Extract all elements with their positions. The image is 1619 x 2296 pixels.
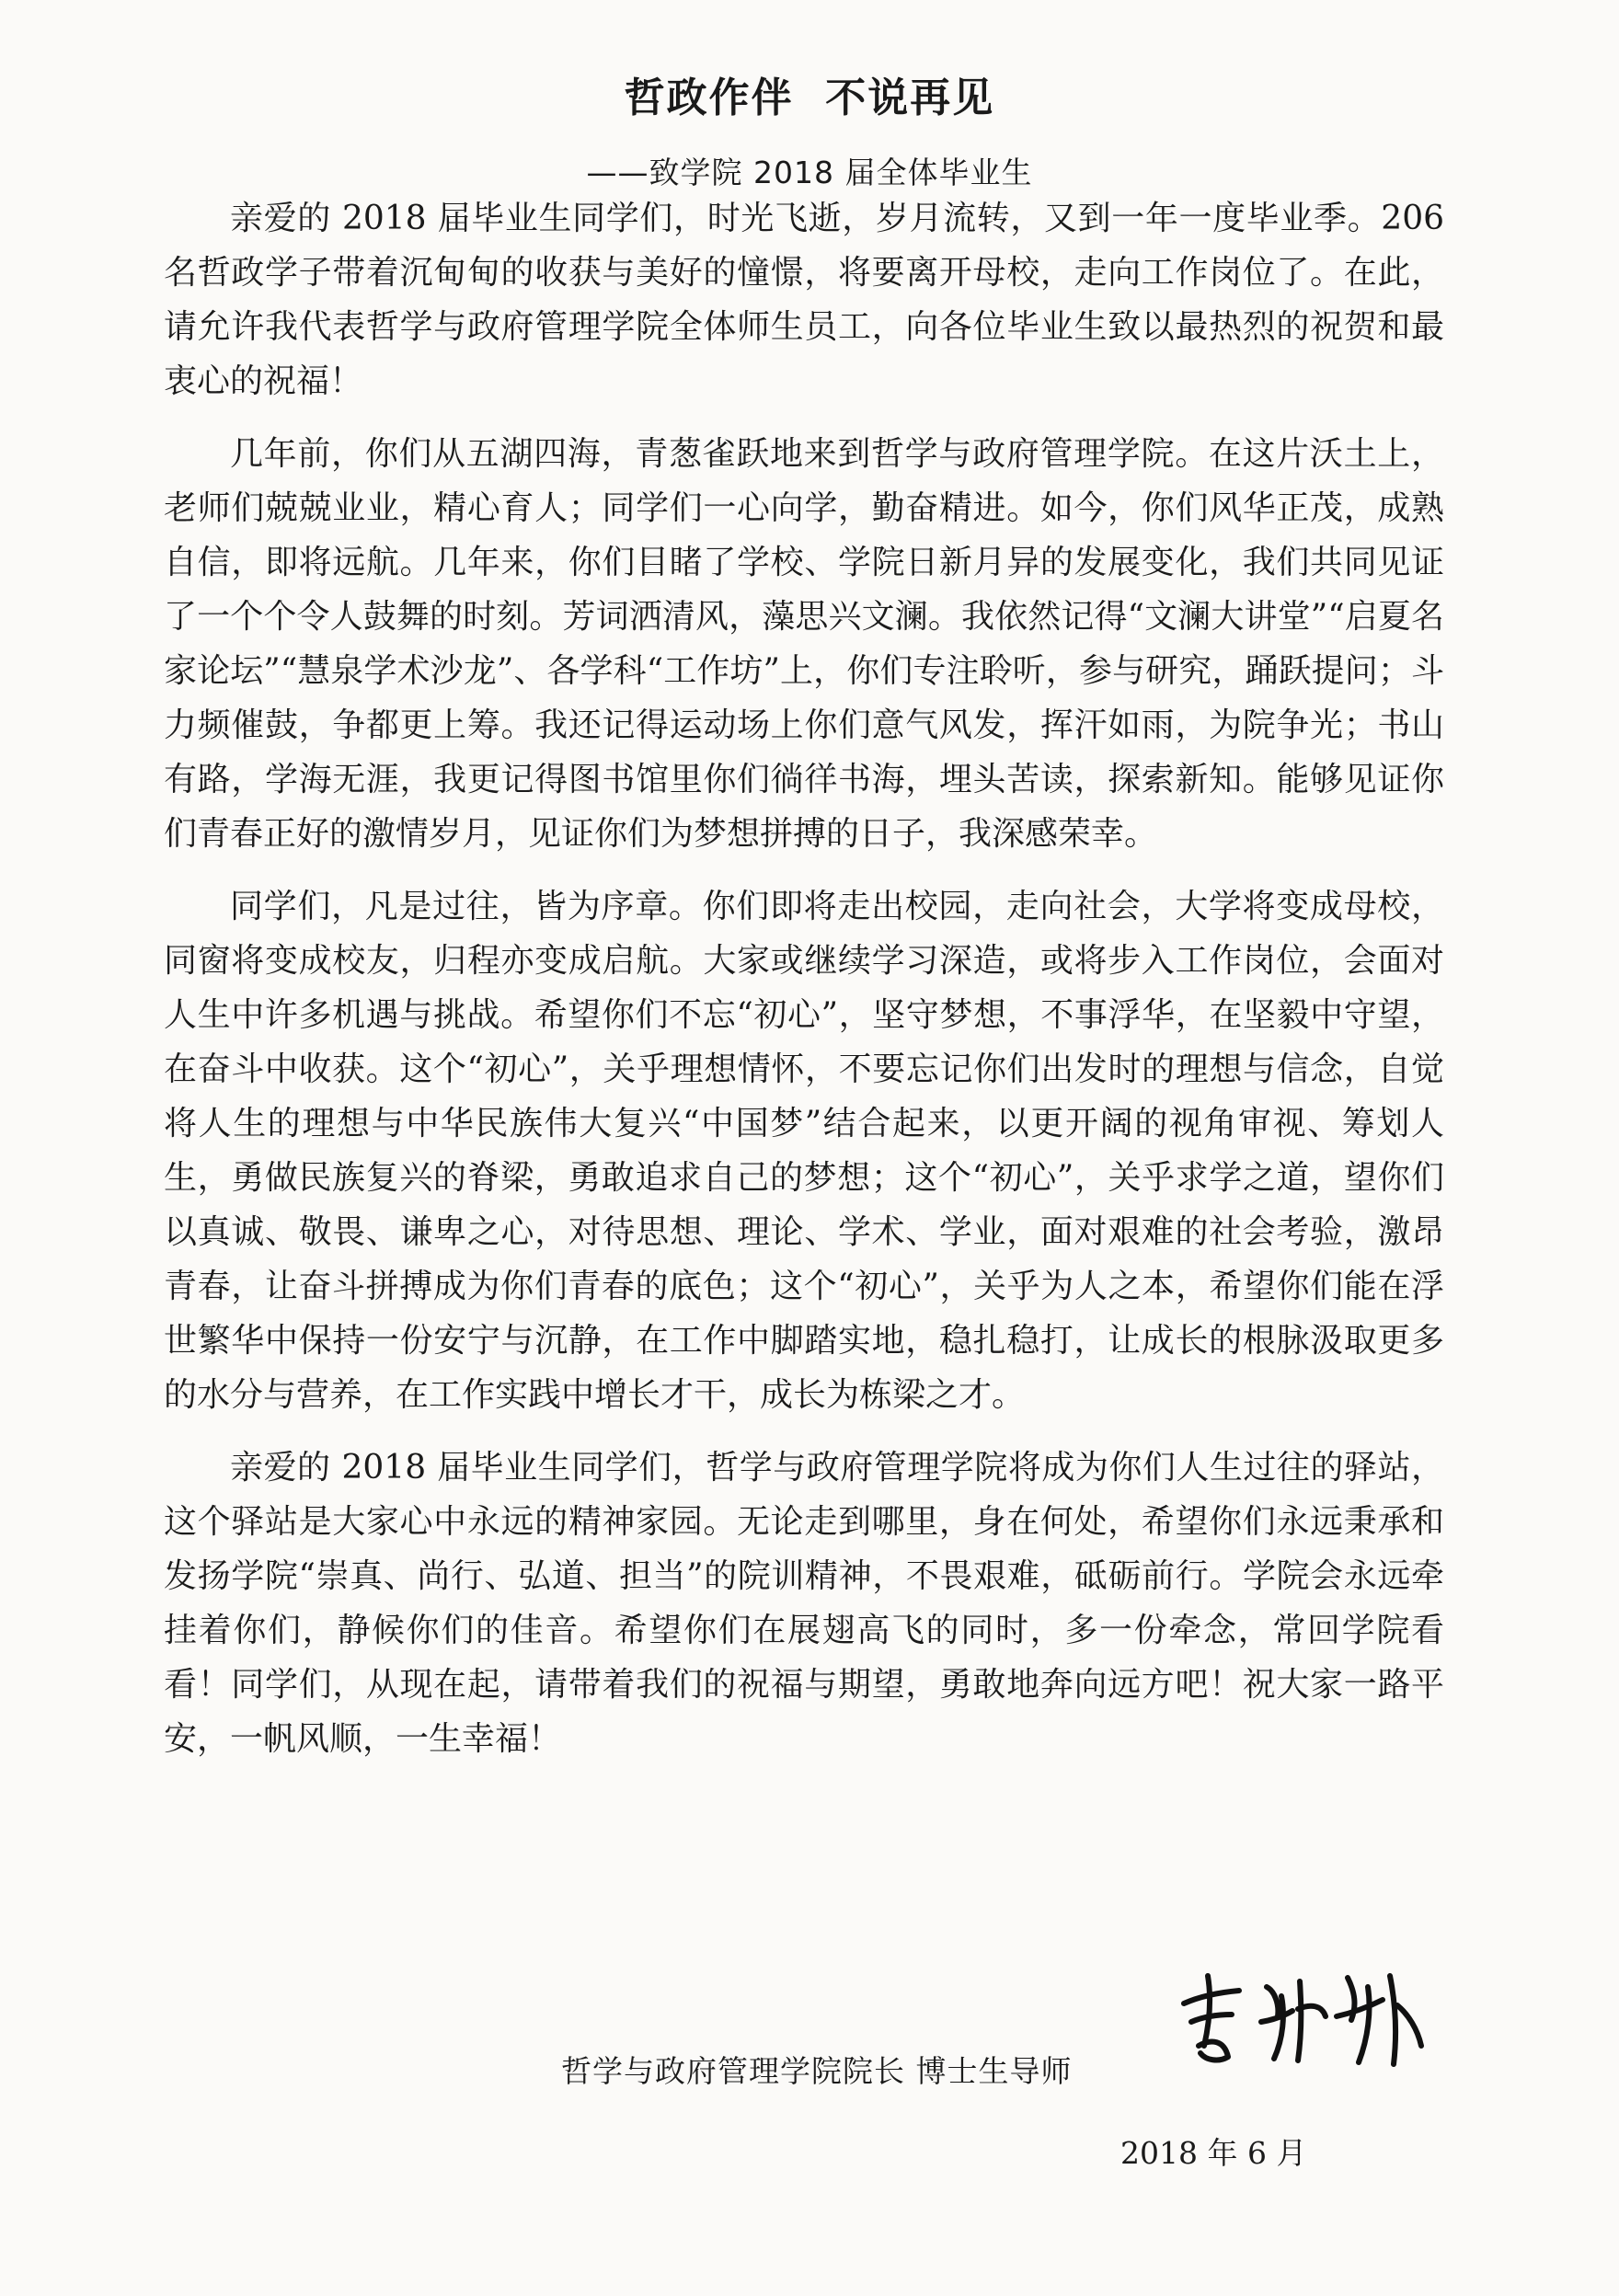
- page-subtitle: ——致学院 2018 届全体毕业生: [586, 155, 1033, 190]
- paragraph-3: 同学们，凡是过往，皆为序章。你们即将走出校园，走向社会，大学将变成母校，同窗将变成校友，归程亦变成启航。大家或继续学习深造，或将步入工作岗位，会面对人生中许多机遇与挑战。希望你们不忘“初心”，坚守梦想，不事浮华，在坚毅中守望，在奋斗中收获。这个“初心”，关乎理想情怀，不要忘记你们出发时的理想与信念，自觉将人生的理想与中华民族伟大复兴“中国梦”结合起来，以更开阔的视角审视、筹划人生，勇做民族复兴的脊梁，勇敢追求自己的梦想；这个“初心”，关乎求学之道，望你们以真诚、敬畏、谦卑之心，对待思想、理论、学术、学业，面对艰难的社会考验，激昂青春，让奋斗拼搏成为你们青春的底色；这个“初心”，关乎为人之本，希望你们能在浮世繁华中保持一份安宁与沉静，在工作中脚踏实地，稳扎稳打，让成长的根脉汲取更多的水分与营养，在工作实践中增长才干，成长为栋梁之才。: [164, 888, 1444, 1414]
- page-title: 哲政作伴 不说再见: [624, 75, 995, 121]
- paragraph-1: 亲爱的 2018 届毕业生同学们，时光飞逝，岁月流转，又到一年一度毕业季。206名哲政学子带着沉甸甸的收获与美好的憧憬，将要离开母校，走向工作岗位了。在此，请允许我代表哲学与政府管理学院全体师生员工，向各位毕业生致以最热烈的祝贺和最衷心的祝福！: [164, 200, 1444, 400]
- paragraph-4: 亲爱的 2018 届毕业生同学们，哲学与政府管理学院将成为你们人生过往的驿站，这个驿站是大家心中永远的精神家园。无论走到哪里，身在何处，希望你们永远秉承和发扬学院“崇真、尚行、弘道、担当”的院训精神，不畏艰难，砥砺前行。学院会永远牵挂着你们，静候你们的佳音。希望你们在展翅高飞的同时，多一份牵念，常回学院看看！同学们，从现在起，请带着我们的祝福与期望，勇敢地奔向远方吧！祝大家一路平安，一帆风顺，一生幸福！: [164, 1449, 1444, 1758]
- letter-body: [164, 191, 1444, 1785]
- paragraph-2: 几年前，你们从五湖四海，青葱雀跃地来到哲学与政府管理学院。在这片沃土上，老师们兢兢业业，精心育人；同学们一心向学，勤奋精进。如今，你们风华正茂，成熟自信，即将远航。几年来，你们目睹了学校、学院日新月异的发展变化，我们共同见证了一个个令人鼓舞的时刻。芳词洒清风，藻思兴文澜。我依然记得“文澜大讲堂”“启夏名家论坛”“慧泉学术沙龙”、各学科“工作坊”上，你们专注聆听，参与研究，踊跃提问；斗力频催鼓，争都更上筹。我还记得运动场上你们意气风发，挥汗如雨，为院争光；书山有路，学海无涯，我更记得图书馆里你们徜徉书海，埋头苦读，探索新知。能够见证你们青春正好的激情岁月，见证你们为梦想拼搏的日子，我深感荣幸。: [164, 435, 1444, 853]
- signer-title: 哲学与政府管理学院院长 博士生导师: [561, 2053, 1073, 2089]
- handwritten-signature: [1164, 1950, 1440, 2079]
- letter-date: 2018 年 6 月: [1120, 2135, 1307, 2171]
